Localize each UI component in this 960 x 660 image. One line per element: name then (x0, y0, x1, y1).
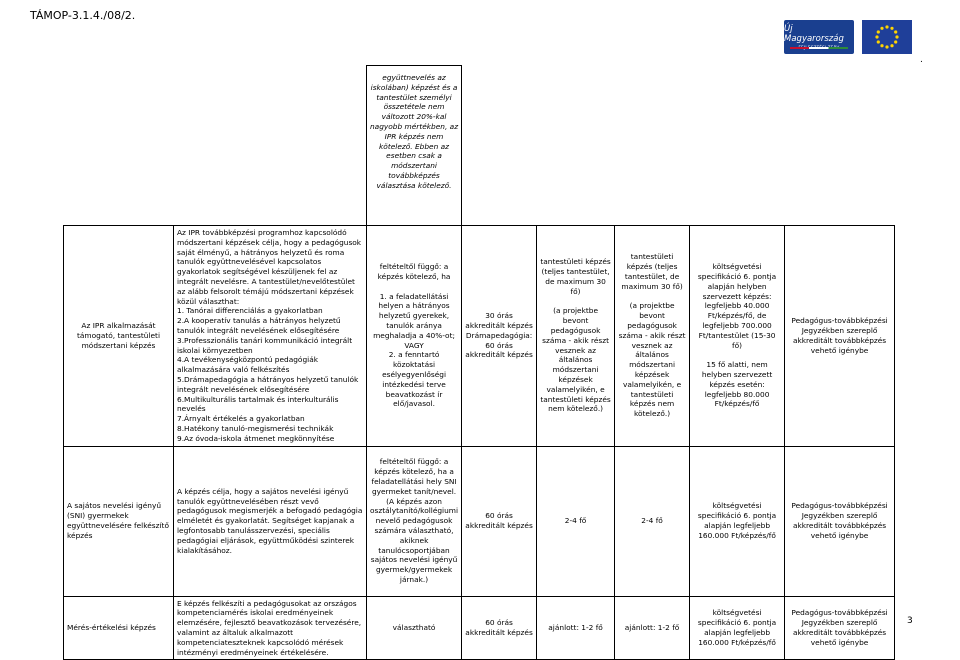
flag-stripe (790, 47, 848, 49)
course-type-cell: 60 órás akkreditált képzés (462, 446, 537, 596)
course-type-cell: 60 órás akkreditált képzés (462, 596, 537, 660)
training-name-cell: Mérés-értékelési képzés (64, 596, 174, 660)
uj-magyarorszag-logo (784, 20, 854, 54)
training-name-cell: Az IPR alkalmazását támogató, tantestületi módszertani képzés (64, 226, 174, 447)
eu-flag-icon (862, 20, 912, 54)
page-number: 3 (907, 616, 913, 626)
training-name-cell: A sajátos nevelési igényű (SNI) gyermekek együttnevelésére felkészítő képzés (64, 446, 174, 596)
note-cell: Pedagógus-továbbképzési Jegyzékben szereplő akkreditált továbbképzés vehető igénybe (785, 226, 895, 447)
course-type-cell: 30 órás akkreditált képzés Drámapedagógia: 60 órás akkreditált képzés (462, 226, 537, 447)
note-cell: Pedagógus-továbbképzési Jegyzékben szereplő akkreditált továbbképzés vehető igénybe (785, 446, 895, 596)
table-row (64, 226, 895, 447)
description-cell: Az IPR továbbképzési programhoz kapcsolódó módszertani képzések célja, hogy a pedagógusok saját élményű, a hátrányos helyzetű és roma tanulók együttnevelésével kapcsolatos gyakorlatok segítségével készüljenek fel az integrált nevelésre. A tantestület/nevelőtestület az alább felsorolt témájú módszertani képzések közül választhat: 1. Tanórai differenciálás a gyakorlatban 2.A kooperatív tanulás a hátrányos helyzetű tanulók integrált nevelésének elősegítésére 3.Professzionális tanári kommunikáció integrált iskolai környezetben 4.A tevékenységközpontú pedagógiák alkalmazására való felkészítés 5.Drámapedagógia a hátrányos helyzetű tanulók integrált nevelésének elősegítésére 6.Multikulturális tartalmak és interkulturális nevelés 7.Árnyalt értékelés a gyakorlatban 8.Hatékony tanuló-megismerési technikák 9.Az óvoda-iskola átmenet megkönnyítése (174, 226, 367, 447)
logo-text: Új Magyarország (784, 24, 844, 44)
training-table (63, 65, 895, 660)
participants-cell-2: ajánlott: 1-2 fő (615, 596, 690, 660)
cost-cell: költségvetési specifikáció 6. pontja alapján legfeljebb 160.000 Ft/képzés/fő (690, 446, 785, 596)
participants-cell-2: 2-4 fő (615, 446, 690, 596)
obligation-cell: feltételtől függő: a képzés kötelező, ha a feladatellátási hely SNI gyermeket tanít/nevel. (A képzés azon osztálytanító/kollégiumi nevelő pedagógusok számára választható, akiknek tanulócsoportjában sajátos nevelési igényű gyermek/gyermekek járnak.) (367, 446, 462, 596)
obligation-cell: választható (367, 596, 462, 660)
note-cell: Pedagógus-továbbképzési Jegyzékben szereplő akkreditált továbbképzés vehető igénybe (785, 596, 895, 660)
table-cell: együttnevelés az iskolában) képzést és a tantestület személyi összetétele nem változott 20%-kal nagyobb mértékben, az IPR képzés nem kötelező. Ebben az esetben csak a módszertani továbbképzés választása kötelező. (367, 66, 462, 226)
project-code: TÁMOP-3.1.4./08/2. (30, 9, 136, 22)
cost-cell: költségvetési specifikáció 6. pontja alapján helyben szervezett képzés: legfeljebb 40.000 Ft/képzés/fő, de legfeljebb 700.000 Ft/tantestület (15-30 fő) 15 fő alatti, nem helyben szervezett képzés esetén: legfeljebb 80.000 Ft/képzés/fő (690, 226, 785, 447)
participants-cell-2: tantestületi képzés (teljes tantestület, de maximum 30 fő) (a projektbe bevont pedagógusok száma - akik részt vesznek az általános módszertani képzések valamelyikén, e tantestületi képzés nem kötelező.) (615, 226, 690, 447)
table-row (64, 446, 895, 596)
cost-cell: költségvetési specifikáció 6. pontja alapján legfeljebb 160.000 Ft/képzés/fő (690, 596, 785, 660)
obligation-cell: feltételtől függő: a képzés kötelező, ha 1. a feladatellátási helyen a hátrányos helyzetű gyerekek, tanulók aránya meghaladja a 40%-ot; VAGY 2. a fenntartó közoktatási esélyegyenlőségi intézkedési terve beavatkozást ír elő/javasol. (367, 226, 462, 447)
corner-dot: . (920, 55, 923, 65)
participants-cell: ajánlott: 1-2 fő (537, 596, 615, 660)
description-cell: E képzés felkészíti a pedagógusokat az országos kompetenciamérés iskolai eredményeinek elemzésére, fejlesztő beavatkozások tervezésére, valamint az általuk alkalmazott kompetenciateszteknek kapcsolódó mérések intézményi eredményeinek értékelésére. (174, 596, 367, 660)
table-row (64, 596, 895, 660)
participants-cell: tantestületi képzés (teljes tantestület, de maximum 30 fő) (a projektbe bevont pedagógusok száma - akik részt vesznek az általános módszertani képzések valamelyikén, e tantestületi képzés nem kötelező.) (537, 226, 615, 447)
participants-cell: 2-4 fő (537, 446, 615, 596)
description-cell: A képzés célja, hogy a sajátos nevelési igényű tanulók együttnevelésében részt vevő pedagógusok megismerjék a befogadó pedagógia elméletét és gyakorlatát. Segítséget kapjanak a legfontosabb tanulásszervezési, speciális pedagógiai eljárások, együttműködési szinterek kialakításához. (174, 446, 367, 596)
table-row (64, 66, 895, 226)
